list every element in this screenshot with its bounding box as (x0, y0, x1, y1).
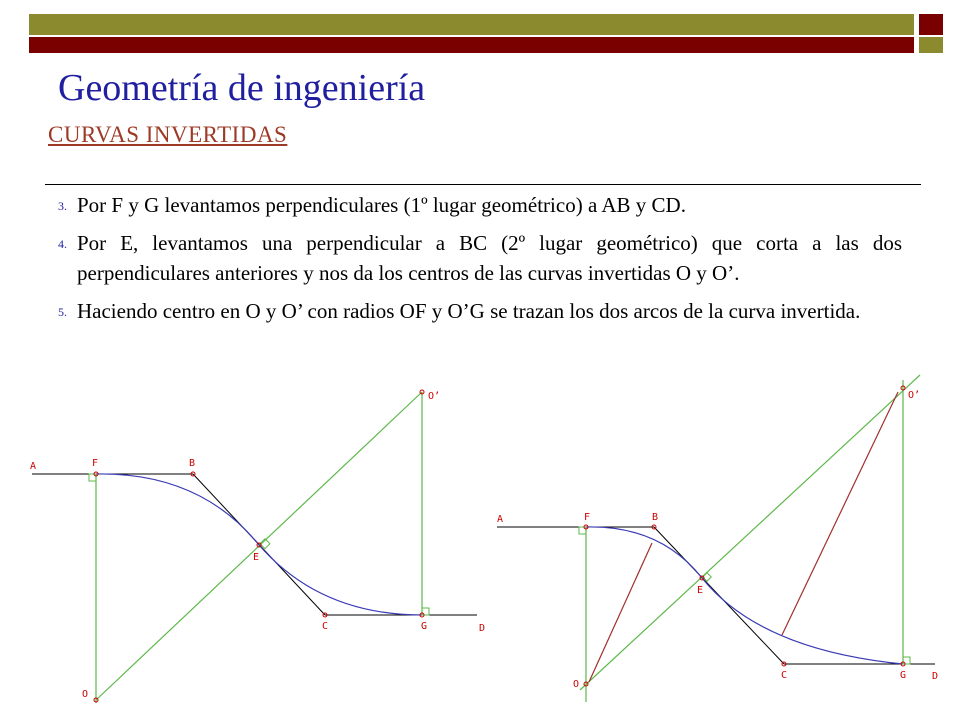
label-e: E (253, 552, 260, 563)
step-text: Por E, levantamos una perpendicular a BC (2º lugar geométrico) que corta a las dos perpendiculares anteriores y nos da los centros de las curvas invertidas O y O’. (77, 231, 902, 285)
figure-right (497, 375, 938, 702)
label-f: F (584, 512, 591, 523)
step-number: 3. (58, 199, 67, 213)
label-b: B (189, 458, 196, 469)
page-subtitle: CURVAS INVERTIDAS (48, 122, 288, 147)
label-f: F (92, 458, 99, 469)
label-d: D (479, 623, 486, 634)
label-e: E (697, 585, 704, 596)
label-o-prime: O’ (908, 390, 921, 401)
inverted-curve (96, 474, 422, 615)
label-b: B (652, 512, 659, 523)
figure-left (30, 390, 485, 703)
right-angle-g (903, 657, 910, 664)
label-g: G (421, 621, 428, 632)
radius-of (589, 543, 652, 682)
label-a: A (30, 461, 37, 472)
perp-e (580, 375, 920, 690)
right-angle-g (422, 608, 429, 615)
label-o: O (573, 679, 580, 690)
label-c: C (322, 621, 329, 632)
step-number: 4. (58, 237, 67, 251)
right-angle-f (579, 527, 586, 534)
radius-og (782, 392, 898, 635)
perp-e (96, 392, 422, 700)
right-angle-f (89, 474, 96, 481)
label-c: C (781, 670, 788, 681)
inverted-curve (586, 527, 903, 664)
label-d: D (932, 671, 939, 682)
label-o-prime: O’ (428, 391, 441, 402)
label-a: A (497, 514, 504, 525)
label-o: O (82, 689, 89, 700)
step-text: Por F y G levantamos perpendiculares (1º lugar geométrico) a AB y CD. (77, 193, 686, 217)
step-text: Haciendo centro en O y O’ con radios OF y O’G se trazan los dos arcos de la curva invertida. (77, 299, 861, 323)
label-g: G (900, 670, 907, 681)
step-number: 5. (58, 305, 67, 319)
page-title: Geometría de ingeniería (58, 67, 426, 109)
